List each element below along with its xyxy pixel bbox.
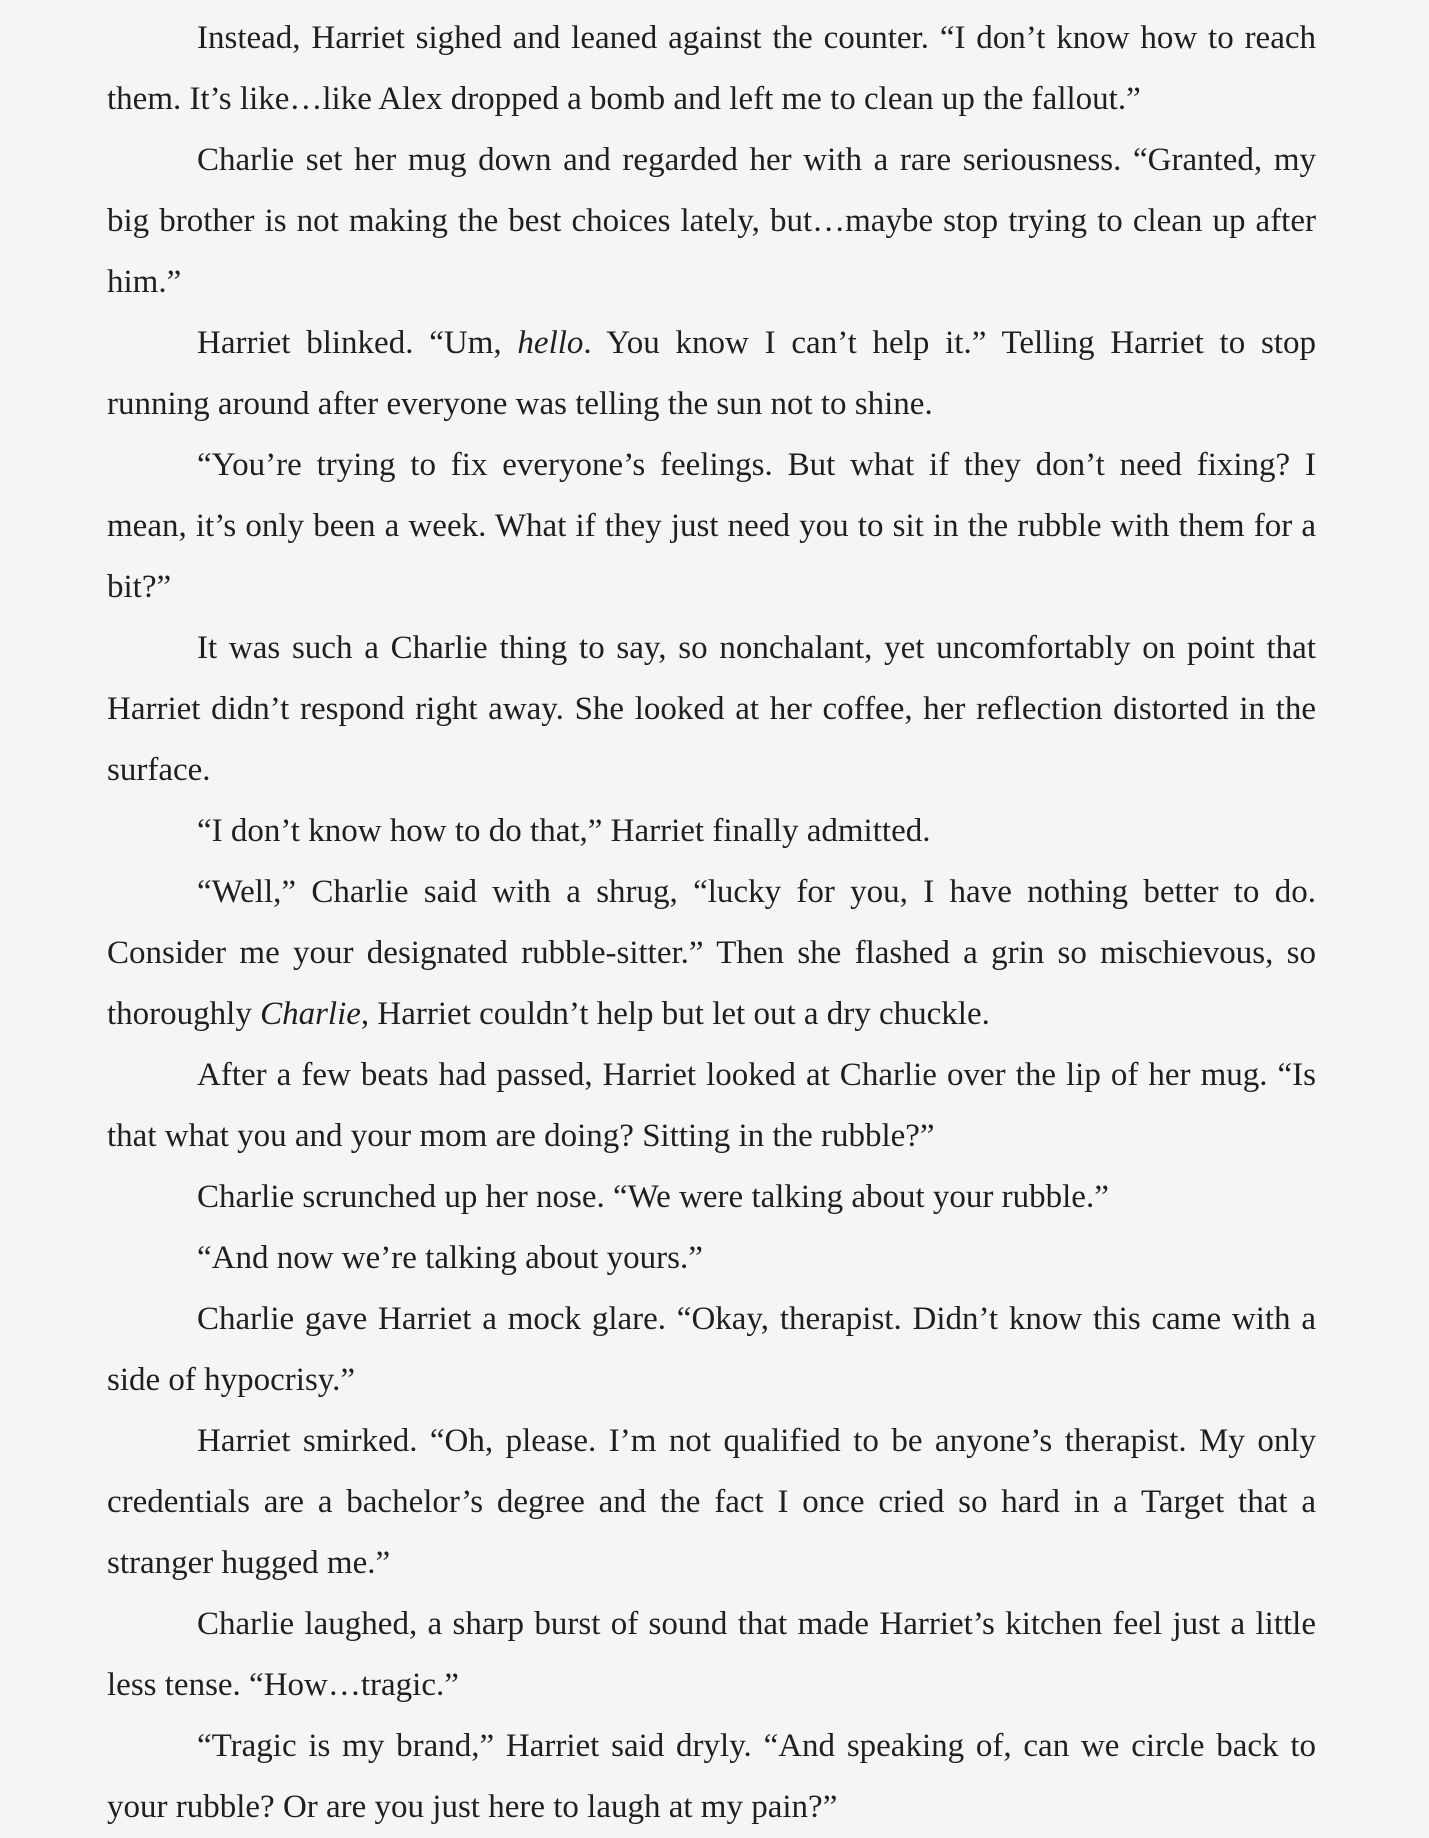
paragraph: Charlie laughed, a sharp burst of sound that made Harriet’s kitchen feel just a little less tense. “How…tragic.” <box>107 1606 1316 1703</box>
paragraph <box>107 862 1316 1045</box>
paragraph: Charlie scrunched up her nose. “We were talking about your rubble.” <box>197 1179 1109 1215</box>
paragraph: Charlie set her mug down and regarded her with a rare seriousness. “Granted, my big brother is not making the best choices lately, but…maybe stop trying to clean up after him.” <box>107 142 1316 300</box>
paragraph: Charlie gave Harriet a mock glare. “Okay, therapist. Didn’t know this came with a side of hypocrisy.” <box>107 1301 1316 1398</box>
paragraph: “You’re trying to fix everyone’s feelings. But what if they don’t need fixing? I mean, it’s only been a week. What if they just need you to sit in the rubble with them for a bit?” <box>107 447 1316 605</box>
emphasis-text: hello <box>517 325 584 361</box>
paragraph-text: . You know I can’t help it.” Telling Harriet to stop running around after everyone was telling the sun not to shine. <box>107 325 1317 422</box>
paragraph: “I don’t know how to do that,” Harriet finally admitted. <box>197 813 931 849</box>
emphasis-text: Charlie <box>260 996 361 1032</box>
book-page-body <box>107 8 1316 1838</box>
paragraph: Harriet smirked. “Oh, please. I’m not qualified to be anyone’s therapist. My only credentials are a bachelor’s degree and the fact I once cried so hard in a Target that a stranger hugged me.” <box>107 1423 1316 1581</box>
paragraph: Instead, Harriet sighed and leaned against the counter. “I don’t know how to reach them. It’s like…like Alex dropped a bomb and left me to clean up the fallout.” <box>107 20 1316 117</box>
paragraph: It was such a Charlie thing to say, so nonchalant, yet uncomfortably on point that Harriet didn’t respond right away. She looked at her coffee, her reflection distorted in the surface. <box>107 630 1316 788</box>
paragraph: “And now we’re talking about yours.” <box>197 1240 703 1276</box>
paragraph-text: Harriet blinked. “Um, <box>197 325 518 361</box>
paragraph-text: “Well,” Charlie said with a shrug, “lucky for you, I have nothing better to do. Consider me your designated rubble-sitter.” Then she flashed a grin so mischievous, so thoroughly <box>107 874 1316 1032</box>
paragraph <box>107 313 1316 435</box>
paragraph: After a few beats had passed, Harriet looked at Charlie over the lip of her mug. “Is that what you and your mom are doing? Sitting in the rubble?” <box>107 1057 1316 1154</box>
paragraph-text: , Harriet couldn’t help but let out a dry chuckle. <box>360 996 990 1032</box>
paragraph: “Tragic is my brand,” Harriet said dryly. “And speaking of, can we circle back to your rubble? Or are you just here to laugh at my pain?” <box>107 1728 1316 1825</box>
